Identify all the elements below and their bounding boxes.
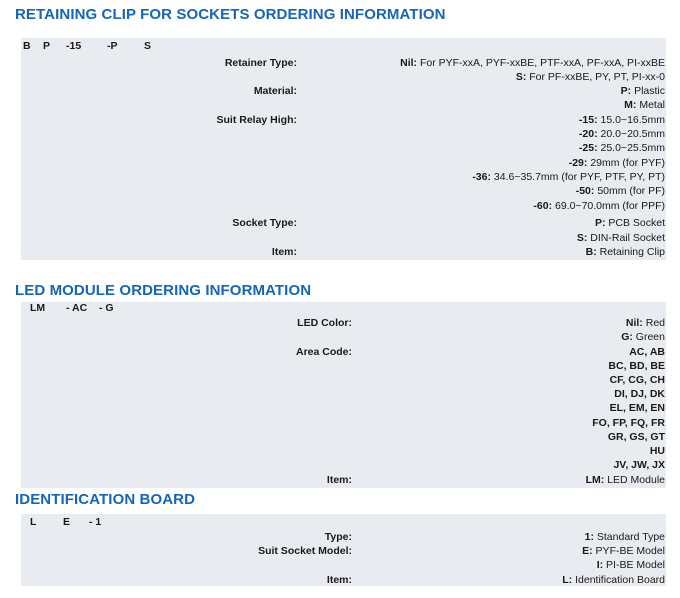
spec-row bbox=[0, 345, 680, 359]
row-value: Nil: For PYF-xxA, PYF-xxBE, PTF-xxA, PF-xxA, PI-xxBE bbox=[400, 57, 665, 69]
row-value: B: Retaining Clip bbox=[585, 246, 665, 258]
code-part: S bbox=[144, 40, 152, 52]
row-value: FO, FP, FQ, FR bbox=[592, 417, 665, 429]
spec-row bbox=[0, 401, 680, 415]
row-label: Retainer Type: bbox=[224, 57, 297, 69]
row-label: Material: bbox=[253, 85, 297, 97]
spec-row bbox=[0, 373, 680, 387]
led-module-title: LED MODULE ORDERING INFORMATION bbox=[15, 282, 312, 299]
spec-row bbox=[0, 330, 680, 344]
row-value: M: Metal bbox=[624, 99, 665, 111]
row-label: Item: bbox=[326, 574, 352, 586]
spec-row bbox=[0, 127, 680, 141]
row-value: E: PYF-BE Model bbox=[582, 545, 665, 557]
row-label: Socket Type: bbox=[232, 217, 297, 229]
code-part: B bbox=[23, 40, 31, 52]
row-value: I: PI-BE Model bbox=[596, 559, 665, 571]
row-value: -20: 20.0~20.5mm bbox=[578, 128, 665, 140]
row-label: Suit Relay High: bbox=[216, 114, 297, 126]
row-value: HU bbox=[649, 445, 665, 457]
spec-row bbox=[0, 359, 680, 373]
spec-row bbox=[0, 170, 680, 184]
row-value: BC, BD, BE bbox=[608, 360, 665, 372]
code-part: -P bbox=[107, 40, 118, 52]
row-value: Nil: Red bbox=[625, 317, 665, 329]
row-value: -25: 25.0~25.5mm bbox=[578, 142, 665, 154]
row-label: Area Code: bbox=[295, 346, 352, 358]
retaining-clip-section bbox=[0, 0, 680, 262]
row-label: Type: bbox=[324, 531, 352, 543]
spec-row bbox=[0, 530, 680, 544]
row-value: JV, JW, JX bbox=[613, 459, 665, 471]
row-value: LM: LED Module bbox=[585, 474, 665, 486]
idboard-code bbox=[0, 516, 680, 530]
row-value: L: Identification Board bbox=[562, 574, 665, 586]
row-value: G: Green bbox=[621, 331, 665, 343]
spec-row bbox=[0, 558, 680, 572]
spec-row bbox=[0, 141, 680, 155]
row-label: Item: bbox=[326, 474, 352, 486]
spec-row bbox=[0, 231, 680, 245]
code-part: - 1 bbox=[89, 516, 102, 528]
row-label: Suit Socket Model: bbox=[258, 545, 352, 557]
row-label: LED Color: bbox=[297, 317, 352, 329]
row-value: -60: 69.0~70.0mm (for PPF) bbox=[533, 200, 665, 212]
row-value: CF, CG, CH bbox=[609, 374, 665, 386]
spec-row bbox=[0, 156, 680, 170]
row-value: DI, DJ, DK bbox=[614, 388, 665, 400]
code-part: - G bbox=[99, 302, 114, 314]
spec-row bbox=[0, 113, 680, 127]
row-label: Item: bbox=[271, 246, 297, 258]
spec-row bbox=[0, 184, 680, 198]
retaining-clip-title: RETAINING CLIP FOR SOCKETS ORDERING INFORMATION bbox=[15, 6, 446, 23]
row-value: -50: 50mm (for PF) bbox=[575, 185, 665, 197]
code-part: -15 bbox=[66, 40, 82, 52]
code-part: P bbox=[43, 40, 51, 52]
row-value: P: Plastic bbox=[620, 85, 665, 97]
code-part: - AC bbox=[66, 302, 88, 314]
spec-row bbox=[0, 316, 680, 330]
retaining-code bbox=[0, 40, 680, 54]
row-value: GR, GS, GT bbox=[607, 431, 665, 443]
spec-row bbox=[0, 216, 680, 230]
code-part: L bbox=[30, 516, 37, 528]
identification-board-title: IDENTIFICATION BOARD bbox=[15, 491, 196, 508]
led-module-section bbox=[0, 278, 680, 490]
identification-board-section bbox=[0, 488, 680, 596]
spec-row bbox=[0, 98, 680, 112]
code-part: LM bbox=[30, 302, 46, 314]
row-value: AC, AB bbox=[629, 346, 665, 358]
spec-row bbox=[0, 458, 680, 472]
spec-row bbox=[0, 56, 680, 70]
spec-row bbox=[0, 473, 680, 487]
spec-row bbox=[0, 444, 680, 458]
row-value: S: DIN-Rail Socket bbox=[576, 232, 665, 244]
row-value: -36: 34.6~35.7mm (for PYF, PTF, PY, PT) bbox=[472, 171, 665, 183]
row-value: P: PCB Socket bbox=[594, 217, 665, 229]
spec-row bbox=[0, 544, 680, 558]
code-part: E bbox=[63, 516, 71, 528]
row-value: 1: Standard Type bbox=[584, 531, 665, 543]
row-value: S: For PF-xxBE, PY, PT, PI-xx-0 bbox=[515, 71, 665, 83]
row-value: EL, EM, EN bbox=[609, 402, 665, 414]
led-code bbox=[0, 302, 680, 316]
spec-row bbox=[0, 84, 680, 98]
row-value: -29: 29mm (for PYF) bbox=[568, 157, 665, 169]
spec-row bbox=[0, 199, 680, 213]
spec-row bbox=[0, 245, 680, 259]
spec-row bbox=[0, 416, 680, 430]
spec-row bbox=[0, 573, 680, 587]
spec-row bbox=[0, 430, 680, 444]
row-value: -15: 15.0~16.5mm bbox=[578, 114, 665, 126]
spec-row bbox=[0, 70, 680, 84]
spec-row bbox=[0, 387, 680, 401]
